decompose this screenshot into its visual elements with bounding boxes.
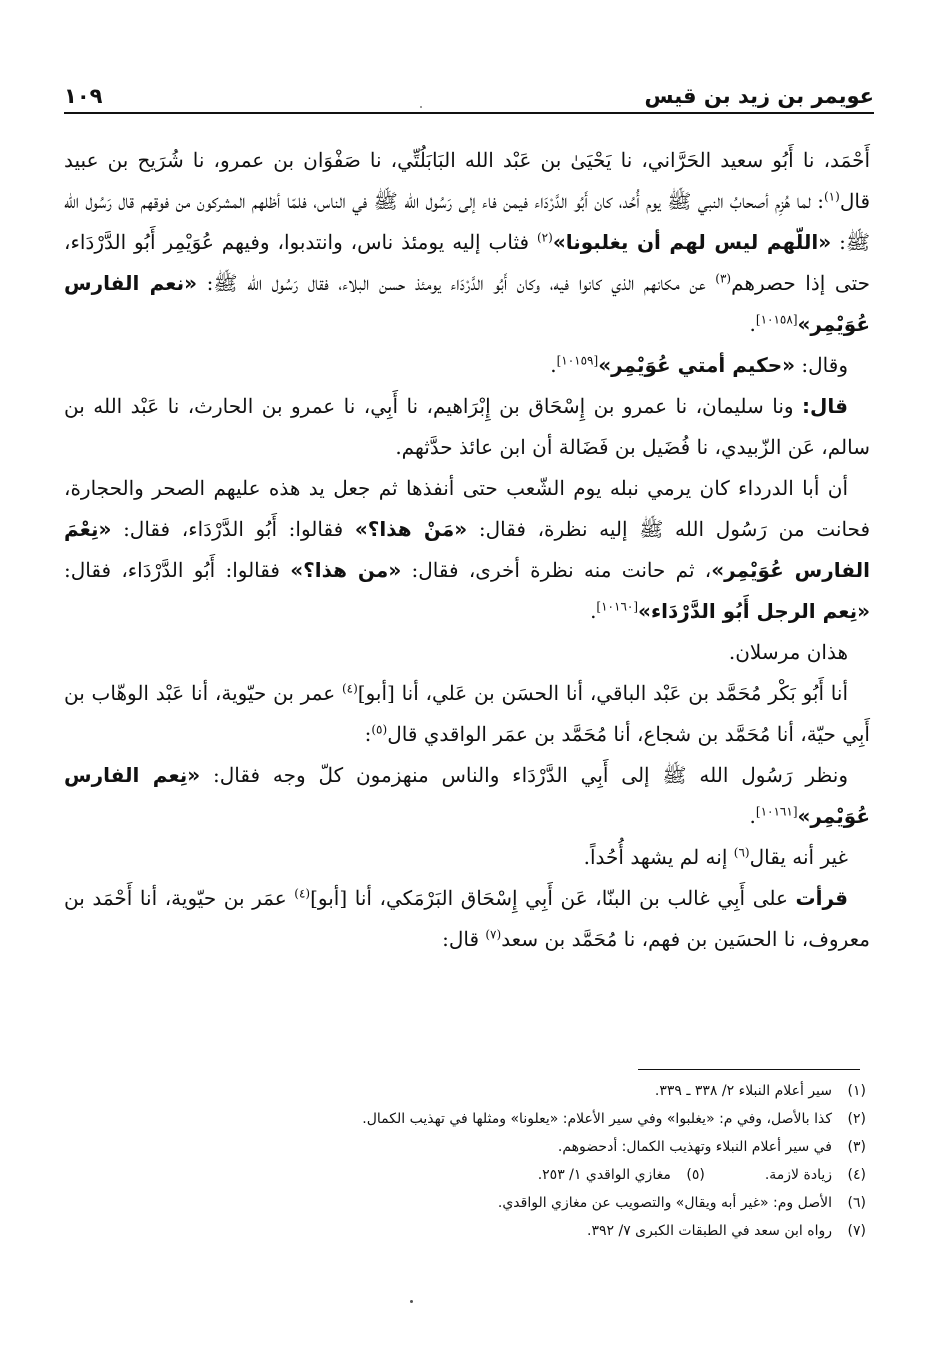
paragraph-1: أَحْمَد، نا أَبُو سعيد الحَرَّاني، نا يَحْيَىٰ بن عَبْد الله البَابَلُتِّي، نا صَفْوَان بن عمرو، نا شُرَيح بن عبيد قال$^{(١)}$: لما هُزِم أصحابُ النبي ﷺ يوم أُحُد، كان أَبُو الدَّرْدَاء فيمن فاء إلى رَسُول الله ﷺ في الناس، فلمّا أظلهم المشركون من فوقهم قال رَسُول الله ﷺ: «اللّهم ليس لهم أن يغلبونا»$^{(٢)}$ فثاب إليه يومئذ ناس، وانتدبوا، وفيهم عُوَيْمِر أَبُو الدَّرْدَاء، حتى إذا حصرهم$^{(٣)}$ عن مكانهم الذي كانوا فيه، وكان أَبُو الدَّرْدَاء يومئذ حسن البلاء، فقال رَسُول الله ﷺ: «نعم الفارس عُوَيْمِر»[١٠١٥٨]. — [64, 148, 870, 336]
footnote-ref: (٣) — [715, 271, 732, 286]
scan-speck — [410, 1300, 413, 1303]
hadith-quote: «نِعم الرجل أَبُو الدَّرْدَاء» — [638, 599, 870, 623]
header-rule — [64, 112, 874, 114]
footnote-ref: (٦) — [733, 845, 750, 860]
running-title: عويمر بن زيد بن قيس — [644, 84, 874, 108]
footnote-1: (١)سير أعلام النبلاء ٢/ ٣٣٨ ـ ٣٣٩. — [654, 1083, 866, 1099]
main-text — [64, 140, 870, 960]
footnote-6: (٦)الأصل وم: «غير أبه ويقال» والتصويب عن مغازي الواقدي. — [497, 1195, 866, 1211]
footnote-3: (٣)في سير أعلام النبلاء وتهذيب الكمال: أدحضوهم. — [557, 1139, 866, 1155]
paragraph-9: قرأت على أَبِي غالب بن البنّا، عَن أَبِي إِسْحَاق البَرْمَكي، أنا [أبو]$^{(٤)}$ عمَر بن حيّوية، أنا أَحْمَد بن معروف، نا الحسَين بن فهم، نا مُحَمَّد بن سعد$^{(٧)}$ قال: — [64, 886, 870, 951]
hadith-quote: «حكيم أمتي عُوَيْمِر» — [598, 353, 796, 377]
isnad-marker: قال: — [802, 394, 848, 418]
footnote-4: (٤)زيادة لازمة. — [764, 1167, 866, 1183]
hadith-number: [١٠١٥٩] — [556, 353, 599, 368]
footnote-7: (٧)رواه ابن سعد في الطبقات الكبرى ٧/ ٣٩٢. — [587, 1223, 866, 1239]
footnote-ref: (٥) — [371, 722, 388, 737]
hadith-quote: «اللّهم ليس لهم أن يغلبونا» — [552, 230, 832, 254]
paragraph-3: قال: ونا سليمان، نا عمرو بن إِسْحَاق بن إِبْرَاهيم، نا أَبِي، نا عمرو بن الحارث، نا عَبْد الله بن سالم، عَن الزّبيدي، نا فُضَيل بن فَضَالة أن ابن عائذ حدَّثهم. — [64, 394, 870, 459]
scan-speck — [420, 106, 422, 108]
paragraph-6: أنا أَبُو بَكْر مُحَمَّد بن عَبْد الباقي، أنا الحسَن بن عَلي، أنا [أبو]$^{(٤)}$ عمر بن حيّوية، أنا عَبْد الوهّاب بن أَبِي حيّة، أنا مُحَمَّد بن شجاع، أنا مُحَمَّد بن عمَر الواقدي قال$^{(٥)}$: — [64, 681, 870, 746]
page-number: ١٠٩ — [64, 84, 103, 108]
footnote-row-4-5 — [64, 1161, 866, 1189]
hadith-quote: «نِعم الفارس عُوَيْمِر» — [64, 763, 870, 828]
paragraph-8: غير أنه يقال$^{(٦)}$ إنه لم يشهد أُحُداً. — [583, 845, 848, 869]
hadith-quote: «مَنْ هذا؟» — [354, 517, 468, 541]
paragraph-2: وقال: «حكيم أمتي عُوَيْمِر»[١٠١٥٩]. — [550, 353, 848, 377]
hadith-number: [١٠١٥٨] — [755, 312, 798, 327]
hadith-number: [١٠١٦١] — [755, 804, 798, 819]
hadith-quote: «من هذا؟» — [290, 558, 402, 582]
page-header — [64, 78, 874, 108]
hadith-quote: «نِعْمَ الفارس عُوَيْمِر» — [64, 517, 871, 582]
footnotes — [64, 1077, 866, 1245]
footnote-5: (٥)مغازي الواقدي ١/ ٢٥٣. — [537, 1167, 705, 1183]
footnote-ref: (٤) — [341, 681, 358, 696]
footnote-separator — [638, 1069, 860, 1070]
footnote-ref: (٤) — [294, 886, 311, 901]
footnote-ref: (٢) — [536, 230, 553, 245]
isnad-marker: قرأت — [795, 886, 848, 910]
footnote-ref: (١) — [823, 189, 840, 204]
hadith-quote: «نعم الفارس عُوَيْمِر» — [64, 271, 870, 336]
hadith-number: [١٠١٦٠] — [596, 599, 639, 614]
paragraph-5: هذان مرسلان. — [728, 640, 848, 664]
footnote-ref: (٧) — [485, 927, 502, 942]
paragraph-4: أن أبا الدرداء كان يرمي نبله يوم الشّعب حتى أنفذها ثم جعل يد هذه عليهم الصحر والحجارة، فحانت من رَسُول الله ﷺ إليه نظرة، فقال: «مَنْ هذا؟» فقالوا: أَبُو الدَّرْدَاء، فقال: «نِعْمَ الفارس عُوَيْمِر»، ثم حانت منه نظرة أخرى، فقال: «من هذا؟» فقالوا: أَبُو الدَّرْدَاء، فقال: «نِعم الرجل أَبُو الدَّرْدَاء»[١٠١٦٠]. — [64, 476, 871, 623]
paragraph-7: ونظر رَسُول الله ﷺ إلى أَبِي الدَّرْدَاء والناس منهزمون كلّ وجه فقال: «نِعم الفارس عُوَيْمِر»[١٠١٦١]. — [64, 763, 870, 828]
footnote-2: (٢)كذا بالأصل، وفي م: «يغلبوا» وفي سير الأعلام: «يعلونا» ومثلها في تهذيب الكمال. — [362, 1111, 866, 1127]
